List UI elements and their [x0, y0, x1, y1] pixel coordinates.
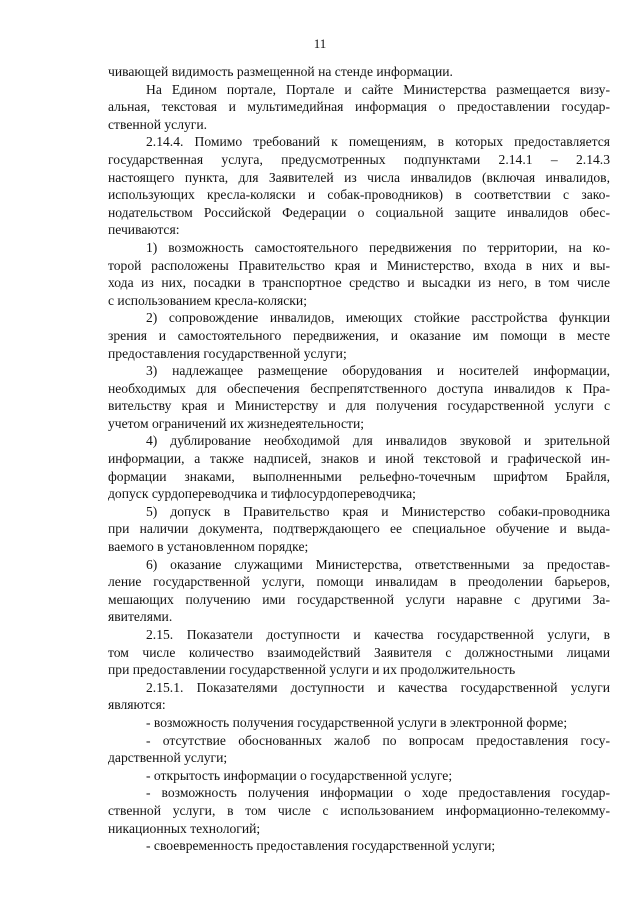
text-line: 3) надлежащее размещение оборудования и носителей информации, [146, 363, 610, 379]
text-line: вительству края и Министерству и для получения государственной услуги с [108, 398, 610, 414]
text-line: том числе количество взаимодействий Заявителя с должностными лицами [108, 644, 610, 660]
text-line: мешающих получению ими государственной услуги наравне с другими За- [108, 591, 610, 607]
page-number: 11 [313, 36, 327, 51]
text-line: предоставления государственной услуги; [108, 345, 347, 361]
text-line: 2.15. Показатели доступности и качества государственной услуги, в [146, 627, 610, 642]
text-line: с использованием кресла-коляски; [108, 292, 307, 308]
text-line: ваемого в установленном порядке; [108, 539, 309, 555]
text-line: торой расположены Правительство края и Министерство, входа в них и вы- [108, 257, 610, 273]
text-line: 4) дублирование необходимой для инвалидов звуковой и зрительной [146, 433, 610, 449]
text-line: при предоставлении государственной услуги и их продолжительность [108, 662, 516, 678]
text-line: печиваются: [108, 222, 180, 238]
text-line: - открытость информации о государственной услуге; [146, 767, 453, 783]
text-line: 2.15.1. Показателями доступности и качества государственной услуги [146, 679, 610, 695]
text-line: зрения и самостоятельного передвижения, и оказание им помощи в месте [108, 327, 610, 343]
text-line: государственная услуга, предусмотренных подпунктами 2.14.1 – 2.14.3 [108, 151, 610, 167]
text-line: 1) возможность самостоятельного передвижения по территории, на ко- [146, 239, 610, 255]
text-line: ственной услуги. [108, 116, 208, 132]
text-line: альная, текстовая и мультимедийная информация о предоставлении государ- [108, 99, 610, 115]
text-line: явителями. [108, 609, 173, 625]
text-line: при наличии документа, подтверждающего ее специальное обучение и выда- [108, 521, 610, 537]
text-line: никационных технологий; [108, 820, 261, 836]
text-line: - своевременность предоставления государственной услуги; [146, 838, 496, 854]
text-line: дарственной услуги; [108, 750, 228, 766]
text-line: 6) оказание служащими Министерства, ответственными за предостав- [146, 556, 610, 572]
text-line: чивающей видимость размещенной на стенде информации. [108, 64, 453, 79]
text-line: На Едином портале, Портале и сайте Министерства размещается визу- [146, 81, 610, 97]
text-line: - возможность получения информации о ходе предоставления государ- [146, 785, 610, 801]
text-line: 5) допуск в Правительство края и Министерство собаки-проводника [146, 503, 610, 519]
text-line: учетом ограничений их жизнедеятельности; [108, 415, 365, 431]
text-line: использующих кресла-коляски и собак-проводников) в соответствии с зако- [108, 187, 610, 203]
text-line: - возможность получения государственной услуги в электронной форме; [146, 714, 568, 730]
text-line: ственной услуги, в том числе с использованием информационно-телекомму- [108, 802, 610, 818]
text-line: необходимых для обеспечения беспрепятственного доступа инвалидов к Пра- [108, 380, 610, 396]
text-line: 2) сопровождение инвалидов, имеющих стойкие расстройства функции [146, 310, 610, 326]
text-line: хода из них, посадки в транспортное средство и высадки из него, в том числе [108, 275, 610, 291]
text-line: допуск сурдопереводчика и тифлосурдопереводчика; [108, 486, 416, 502]
text-line: формации знаками, выполненными рельефно-точечным шрифтом Брайля, [108, 468, 610, 484]
text-line: информации, а также надписей, знаков и иной текстовой и графической ин- [108, 451, 610, 467]
text-line: 2.14.4. Помимо требований к помещениям, в которых предоставляется [146, 134, 610, 150]
text-line: являются: [108, 697, 166, 713]
text-line: нодательством Российской Федерации о социальной защите инвалидов обес- [108, 204, 610, 220]
text-line: - отсутствие обоснованных жалоб по вопросам предоставления госу- [146, 732, 610, 748]
text-line: ление государственной услуги, помощи инвалидам в преодолении барьеров, [108, 574, 610, 590]
document-body [108, 63, 610, 855]
text-line: настоящего пункта, для Заявителей из числа инвалидов (включая инвалидов, [108, 169, 610, 185]
